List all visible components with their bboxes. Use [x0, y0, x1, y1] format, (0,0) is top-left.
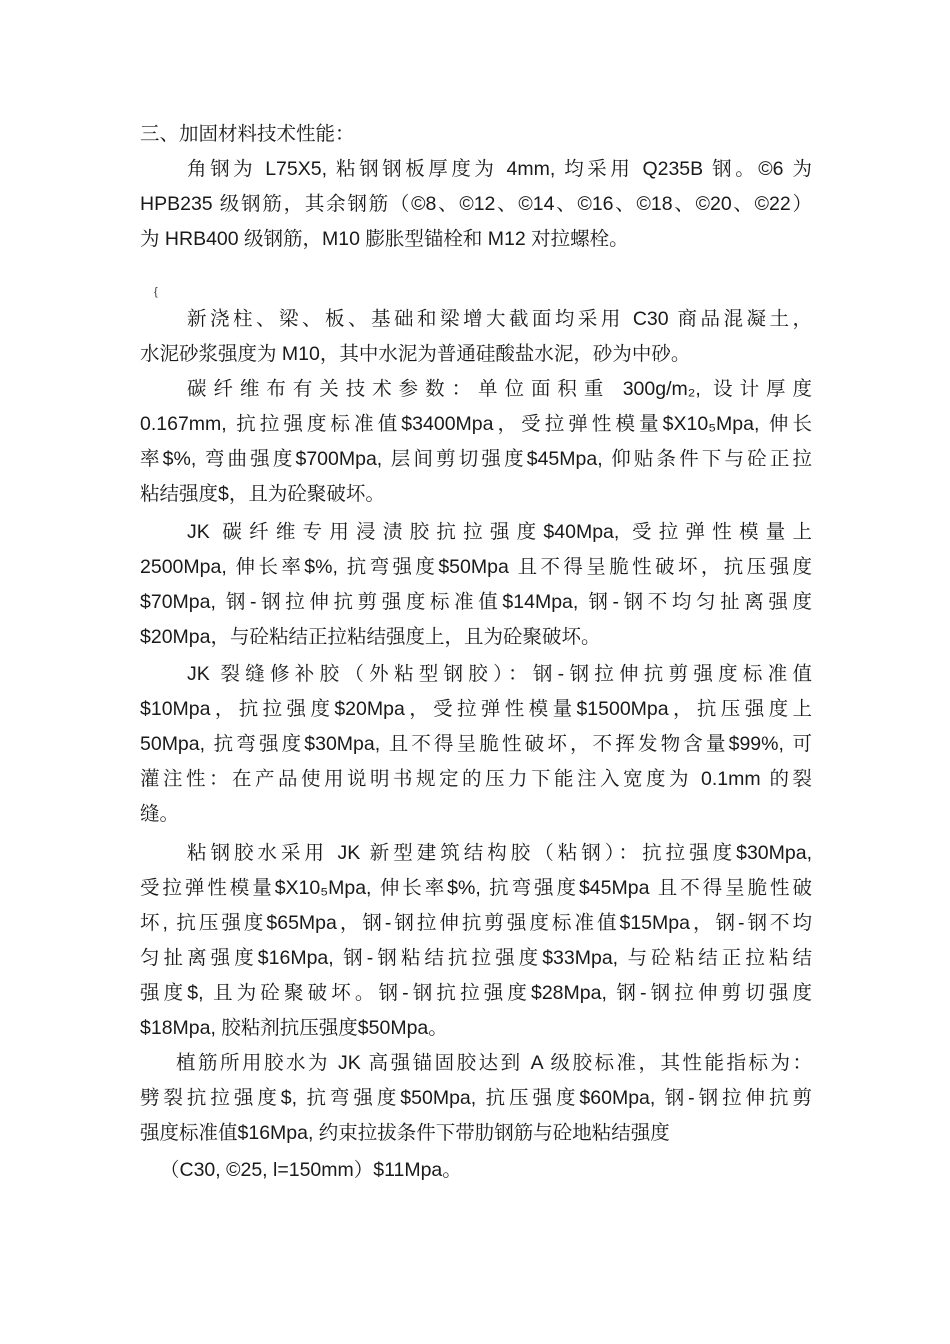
text-line: 劈裂抗拉强度$, 抗弯强度$50Mpa, 抗压强度$60Mpa, 钢-钢拉伸抗剪	[140, 1087, 812, 1109]
text-line: JK 裂缝修补胶（外粘型钢胶）：钢-钢拉伸抗剪强度标准值	[187, 663, 812, 685]
text-line: 受拉弹性模量$X10₅Mpa, 伸长率$%, 抗弯强度$45Mpa 且不得呈脆性破	[140, 877, 812, 899]
text-line: 角钢为 L75X5, 粘钢钢板厚度为 4mm, 均采用 Q235B 钢。©6 为	[187, 158, 812, 180]
text-line: 坏, 抗压强度$65Mpa，钢-钢拉伸抗剪强度标准值$15Mpa，钢-钢不均	[140, 912, 812, 934]
text-line: $70Mpa, 钢-钢拉伸抗剪强度标准值$14Mpa, 钢-钢不均匀扯离强度	[140, 591, 812, 613]
text-line: 灌注性：在产品使用说明书规定的压力下能注入宽度为 0.1mm 的裂	[140, 768, 812, 790]
text-line: 50Mpa, 抗弯强度$30Mpa, 且不得呈脆性破坏，不挥发物含量$99%, 可	[140, 733, 812, 755]
text-line: 粘结强度$，且为砼聚破坏。	[140, 483, 385, 505]
text-line: 为 HRB400 级钢筋，M10 膨胀型锚栓和 M12 对拉螺栓。	[140, 228, 629, 250]
text-line: 率$%, 弯曲强度$700Mpa, 层间剪切强度$45Mpa, 仰贴条件下与砼正拉	[140, 448, 812, 470]
text-line: $20Mpa，与砼粘结正拉粘结强度上，且为砼聚破坏。	[140, 626, 601, 648]
text-line: HPB235 级钢筋，其余钢筋（©8、©12、©14、©16、©18、©20、©22）	[140, 193, 812, 215]
text-line: 碳纤维布有关技术参数：单位面积重 300g/m₂, 设计厚度	[187, 378, 812, 400]
text-line: 植筋所用胶水为 JK 高强锚固胶达到 A 级胶标准，其性能指标为：	[176, 1052, 812, 1074]
text-line: 0.167mm, 抗拉强度标准值$3400Mpa，受拉弹性模量$X10₅Mpa, 伸长	[140, 413, 812, 435]
text-line: $10Mpa，抗拉强度$20Mpa，受拉弹性模量$1500Mpa，抗压强度上	[140, 698, 812, 720]
section-heading: 三、加固材料技术性能：	[140, 123, 355, 145]
text-line: 匀扯离强度$16Mpa, 钢-钢粘结抗拉强度$33Mpa, 与砼粘结正拉粘结	[140, 947, 812, 969]
text-line: $18Mpa, 胶粘剂抗压强度$50Mpa。	[140, 1017, 448, 1039]
text-line: 强度$, 且为砼聚破坏。钢-钢抗拉强度$28Mpa, 钢-钢拉伸剪切强度	[140, 982, 812, 1004]
text-line: 2500Mpa, 伸长率$%, 抗弯强度$50Mpa 且不得呈脆性破坏，抗压强度	[140, 556, 812, 578]
text-line: JK 碳纤维专用浸渍胶抗拉强度$40Mpa, 受拉弹性模量上	[187, 521, 812, 543]
text-line: 新浇柱、梁、板、基础和梁增大截面均采用 C30 商品混凝土，	[187, 308, 812, 330]
text-line: （C30, ©25, l=150mm）$11Mpa。	[160, 1159, 462, 1181]
text-line: 强度标准值$16Mpa, 约束拉拔条件下带肋钢筋与砼地粘结强度	[140, 1122, 670, 1144]
text-line: 水泥砂浆强度为 M10，其中水泥为普通硅酸盐水泥，砂为中砂。	[140, 343, 691, 365]
text-line: 缝。	[140, 803, 180, 825]
stray-mark: {	[154, 286, 158, 298]
text-line: 粘钢胶水采用 JK 新型建筑结构胶（粘钢）：抗拉强度$30Mpa,	[187, 842, 812, 864]
